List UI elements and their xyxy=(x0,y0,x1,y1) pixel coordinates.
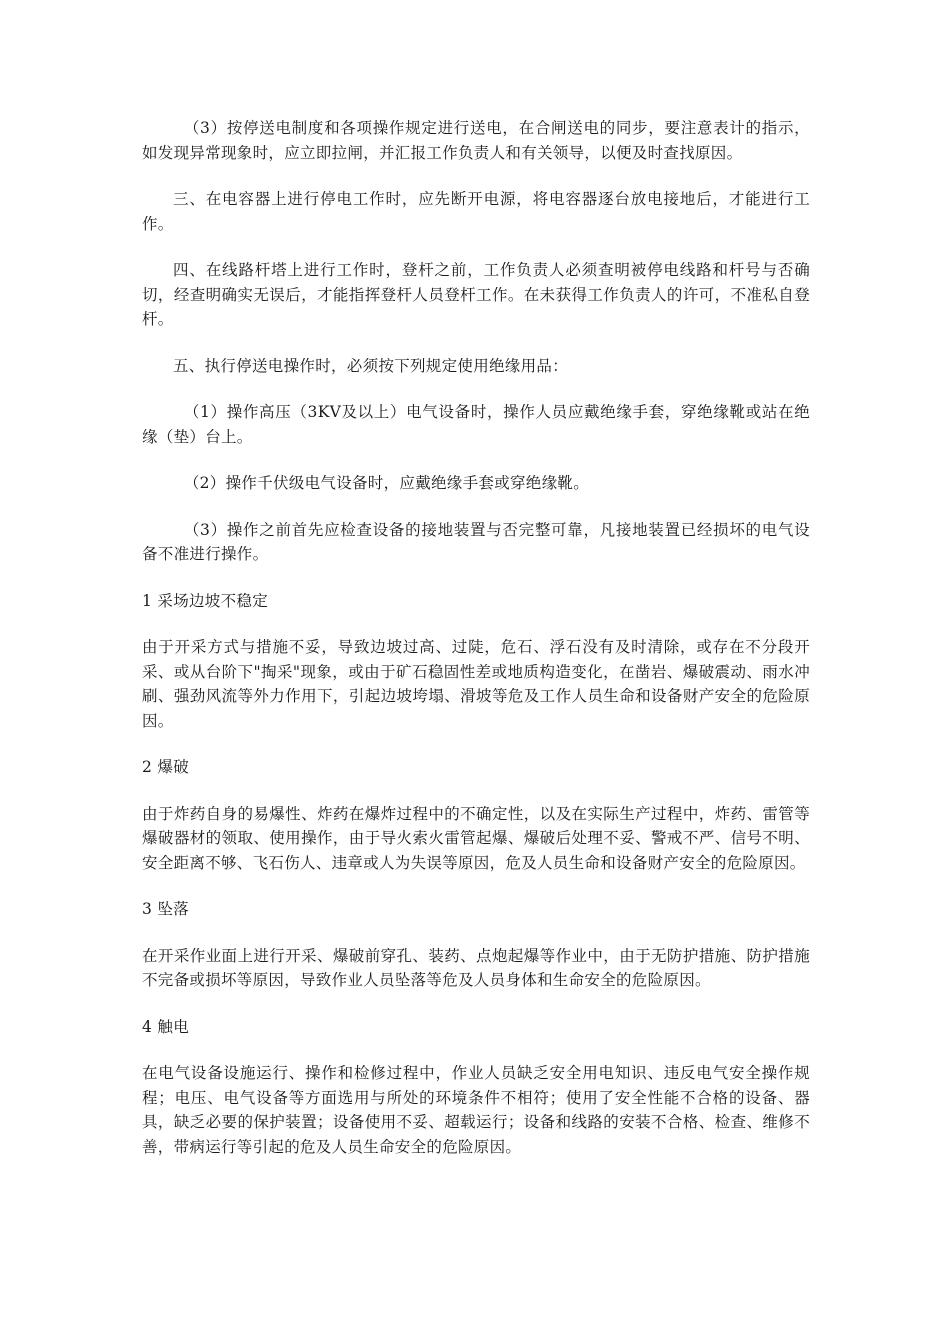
paragraph-pole-tower-work: 四、在线路杆塔上进行工作时，登杆之前，工作负责人必须查明被停电线路和杆号与否确切，经查明确实无误后，才能指挥登杆人员登杆工作。在未获得工作负责人的许可，不准私自登杆。 xyxy=(142,261,810,328)
paragraph-insulation-rules-intro: 五、执行停送电操作时，必须按下列规定使用绝缘用品： xyxy=(173,356,569,375)
paragraph-slope-hazard: 由于开采方式与措施不妥，导致边坡过高、过陡，危石、浮石没有及时清除，或存在不分段开采、或从台阶下"掏采"现象，或由于矿石稳固性差或地质构造变化，在凿岩、爆破震动、雨水冲刷、强劲风流等外力作用下，引起边坡垮塌、滑坡等危及工作人员生命和设备财产安全的危险原因。 xyxy=(142,638,810,730)
paragraph-insulation-rule-1: （1）操作高压（3KV及以上）电气设备时，操作人员应戴绝缘手套，穿绝缘靴或站在绝缘（垫）台上。 xyxy=(142,403,810,446)
paragraph-insulation-rule-3: （3）操作之前首先应检查设备的接地装置与否完整可靠，凡接地装置已经损坏的电气设备不准进行操作。 xyxy=(142,520,810,563)
paragraph-insulation-rule-2: （2）操作千伏级电气设备时，应戴绝缘手套或穿绝缘靴。 xyxy=(183,474,590,492)
document-body xyxy=(142,116,810,1181)
section-heading-electric-shock: 4 触电 xyxy=(142,1017,189,1036)
section-heading-falling: 3 坠落 xyxy=(142,900,189,918)
paragraph-capacitor-work: 三、在电容器上进行停电工作时，应先断开电源，将电容器逐台放电接地后，才能进行工作。 xyxy=(142,190,810,233)
section-heading-blasting: 2 爆破 xyxy=(142,758,189,776)
paragraph-power-restore-step-3: （3）按停送电制度和各项操作规定进行送电，在合闸送电的同步，要注意表计的指示，如发现异常现象时，应立即拉闸，并汇报工作负责人和有关领导，以便及时查找原因。 xyxy=(142,119,810,162)
paragraph-falling-hazard: 在开采作业面上进行开采、爆破前穿孔、装药、点炮起爆等作业中，由于无防护措施、防护措施不完备或损坏等原因，导致作业人员坠落等危及人员身体和生命安全的危险原因。 xyxy=(142,946,810,989)
section-heading-slope: 1 采场边坡不稳定 xyxy=(142,591,268,610)
paragraph-blasting-hazard: 由于炸药自身的易爆性、炸药在爆炸过程中的不确定性，以及在实际生产过程中，炸药、雷管等爆破器材的领取、使用操作，由于导火索火雷管起爆、爆破后处理不妥、警戒不严、信号不明、安全距离不够、飞石伤人、违章或人为失误等原因，危及人员生命和设备财产安全的危险原因。 xyxy=(142,804,810,872)
paragraph-electric-shock-hazard: 在电气设备设施运行、操作和检修过程中，作业人员缺乏安全用电知识、违反电气安全操作规程；电压、电气设备等方面选用与所处的环境条件不相符；使用了安全性能不合格的设备、器具，缺乏必要的保护装置；设备使用不妥、超载运行；设备和线路的安装不合格、检查、维修不善，带病运行等引起的危及人员生命安全的危险原因。 xyxy=(142,1064,810,1156)
